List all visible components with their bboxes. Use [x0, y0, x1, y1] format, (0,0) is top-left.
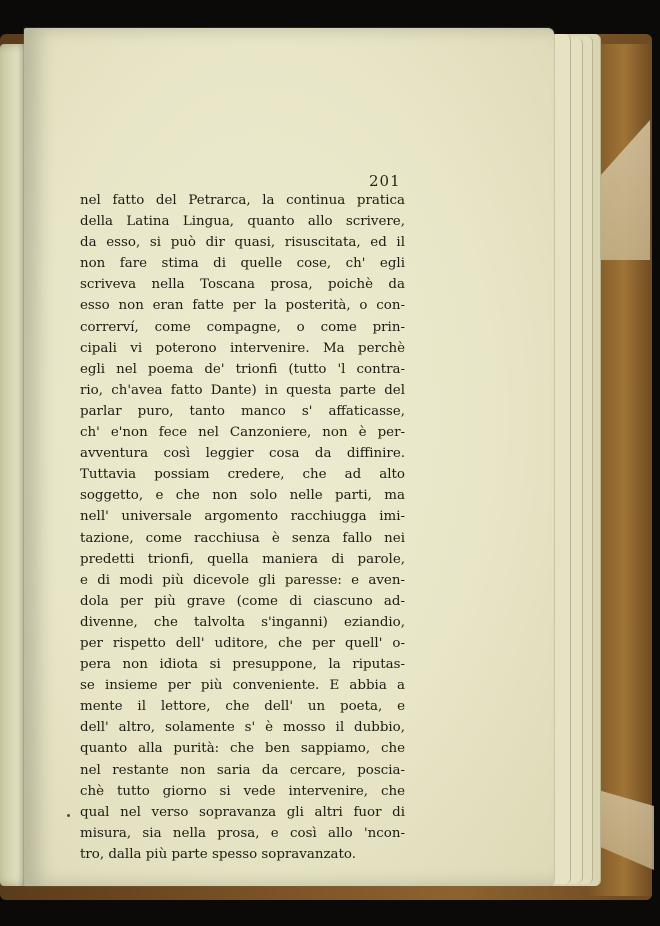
text-line: Tuttavia possiam credere, che ad alto — [80, 467, 405, 483]
text-line: se insieme per più conveniente. E abbia a — [80, 678, 405, 694]
page-body-text — [80, 190, 405, 865]
text-line: egli nel poema de' trionfi (tutto 'l contra- — [80, 361, 405, 377]
text-line: chè tutto giorno si vede intervenire, che — [80, 783, 405, 799]
text-line: avventura così leggier cosa da diffinire. — [80, 446, 405, 462]
book-page — [24, 28, 554, 886]
text-line: parlar puro, tanto manco s' affaticasse, — [80, 403, 405, 419]
text-line: per rispetto dell' uditore, che per quell' o- — [80, 635, 405, 651]
text-line: cipali vi poterono intervenire. Ma perchè — [80, 340, 405, 356]
page-number: 201 — [369, 172, 401, 190]
text-line: scriveva nella Toscana prosa, poichè da — [80, 277, 405, 293]
ink-speck — [67, 814, 70, 817]
text-line: mente il lettore, che dell' un poeta, e — [80, 699, 405, 715]
text-line: dell' altro, solamente s' è mosso il dubbio, — [80, 720, 405, 736]
text-line: soggetto, e che non solo nelle parti, ma — [80, 488, 405, 504]
text-line: qual nel verso sopravanza gli altri fuor di — [80, 804, 405, 820]
text-line: predetti trionfi, quella maniera di parole, — [80, 551, 405, 567]
text-line: da esso, si può dir quasi, risuscitata, ed il — [80, 235, 405, 251]
text-line: correrví, come compagne, o come prin- — [80, 319, 405, 335]
text-line: misura, sia nella prosa, e così allo 'ncon- — [80, 825, 405, 841]
text-line: esso non eran fatte per la posterità, o con- — [80, 298, 405, 314]
text-line: rio, ch'avea fatto Dante) in questa parte del — [80, 382, 405, 398]
text-line: nel restante non saria da cercare, poscia- — [80, 762, 405, 778]
text-line: e di modi più dicevole gli paresse: e aven- — [80, 572, 405, 588]
text-line: dola per più grave (come di ciascuno ad- — [80, 593, 405, 609]
text-line: ch' e'non fece nel Canzoniere, non è per- — [80, 425, 405, 441]
text-line: nel fatto del Petrarca, la continua pratica — [80, 193, 405, 208]
text-line: tazione, come racchiusa è senza fallo nei — [80, 530, 405, 546]
text-line: tro, dalla più parte spesso sopravanzato. — [80, 846, 356, 862]
text-line: non fare stima di quelle cose, ch' egli — [80, 256, 405, 272]
text-line: divenne, che talvolta s'inganni) eziandio, — [80, 614, 405, 630]
text-line: pera non idiota si presuppone, la riputas- — [80, 657, 405, 673]
text-line: della Latina Lingua, quanto allo scrivere, — [80, 214, 405, 230]
text-line: quanto alla purità: che ben sappiamo, che — [80, 741, 405, 757]
text-line: nell' universale argomento racchiugga imi- — [80, 509, 405, 525]
